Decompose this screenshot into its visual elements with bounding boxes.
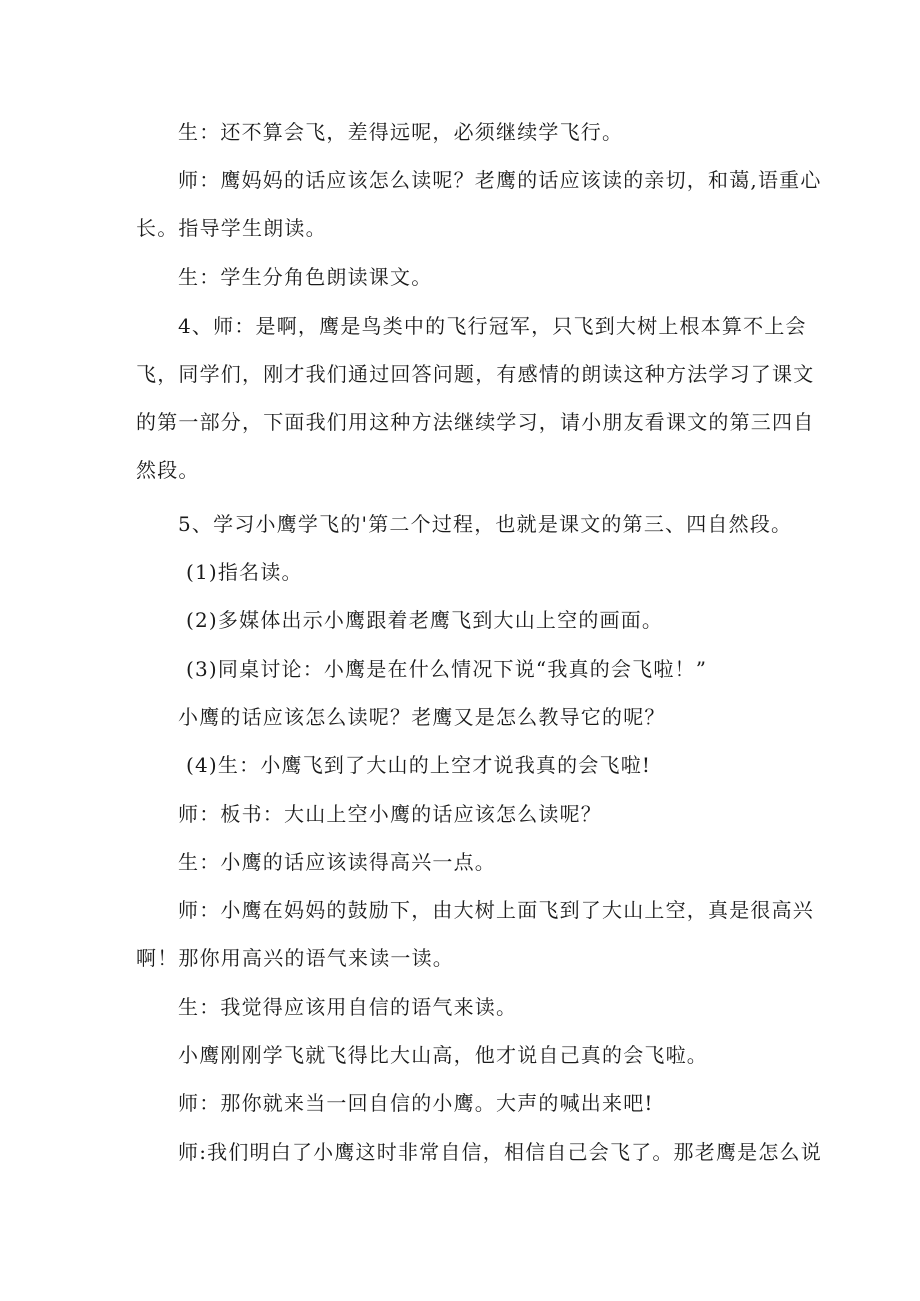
text-line: 然段。 (136, 458, 200, 482)
text-line: (2)多媒体出示小鹰跟着老鹰飞到大山上空的画面。 (186, 608, 664, 632)
text-line: 4、师：是啊，鹰是鸟类中的飞行冠军，只飞到大树上根本算不上会 (178, 314, 807, 338)
text-line: 生：小鹰的话应该读得高兴一点。 (178, 850, 496, 874)
text-line: 小鹰的话应该怎么读呢？老鹰又是怎么教导它的呢？ (178, 705, 666, 729)
text-line: (4)生：小鹰飞到了大山的上空才说我真的会飞啦! (186, 753, 652, 777)
text-line: 生：我觉得应该用自信的语气来读。 (178, 995, 518, 1019)
text-line: (1)指名读。 (186, 560, 303, 584)
text-line: 飞，同学们，刚才我们通过回答问题，有感情的朗读这种方法学习了课文 (136, 362, 815, 386)
text-line: 小鹰刚刚学飞就飞得比大山高，他才说自己真的会飞啦。 (178, 1043, 708, 1067)
text-line: 5、学习小鹰学飞的'第二个过程，也就是课文的第三、四自然段。 (178, 512, 793, 536)
text-line: (3)同桌讨论：小鹰是在什么情况下说“我真的会飞啦！” (186, 657, 708, 681)
text-line: 啊！那你用高兴的语气来读一读。 (136, 946, 454, 970)
text-line: 的第一部分，下面我们用这种方法继续学习，请小朋友看课文的第三四自 (136, 410, 815, 434)
text-line: 生：还不算会飞，差得远呢，必须继续学飞行。 (178, 120, 624, 144)
text-line: 师：板书：大山上空小鹰的话应该怎么读呢？ (178, 802, 602, 826)
text-line: 师：小鹰在妈妈的鼓励下，由大树上面飞到了大山上空，真是很高兴 (178, 898, 814, 922)
text-line: 长。指导学生朗读。 (136, 216, 327, 240)
text-line: 师：那你就来当一回自信的小鹰。大声的喊出来吧! (178, 1091, 654, 1115)
text-line: 生：学生分角色朗读课文。 (178, 265, 433, 289)
text-line: 师:我们明白了小鹰这时非常自信，相信自己会飞了。那老鹰是怎么说 (178, 1140, 822, 1164)
text-line: 师：鹰妈妈的话应该怎么读呢？老鹰的话应该读的亲切，和蔼,语重心 (178, 168, 822, 192)
